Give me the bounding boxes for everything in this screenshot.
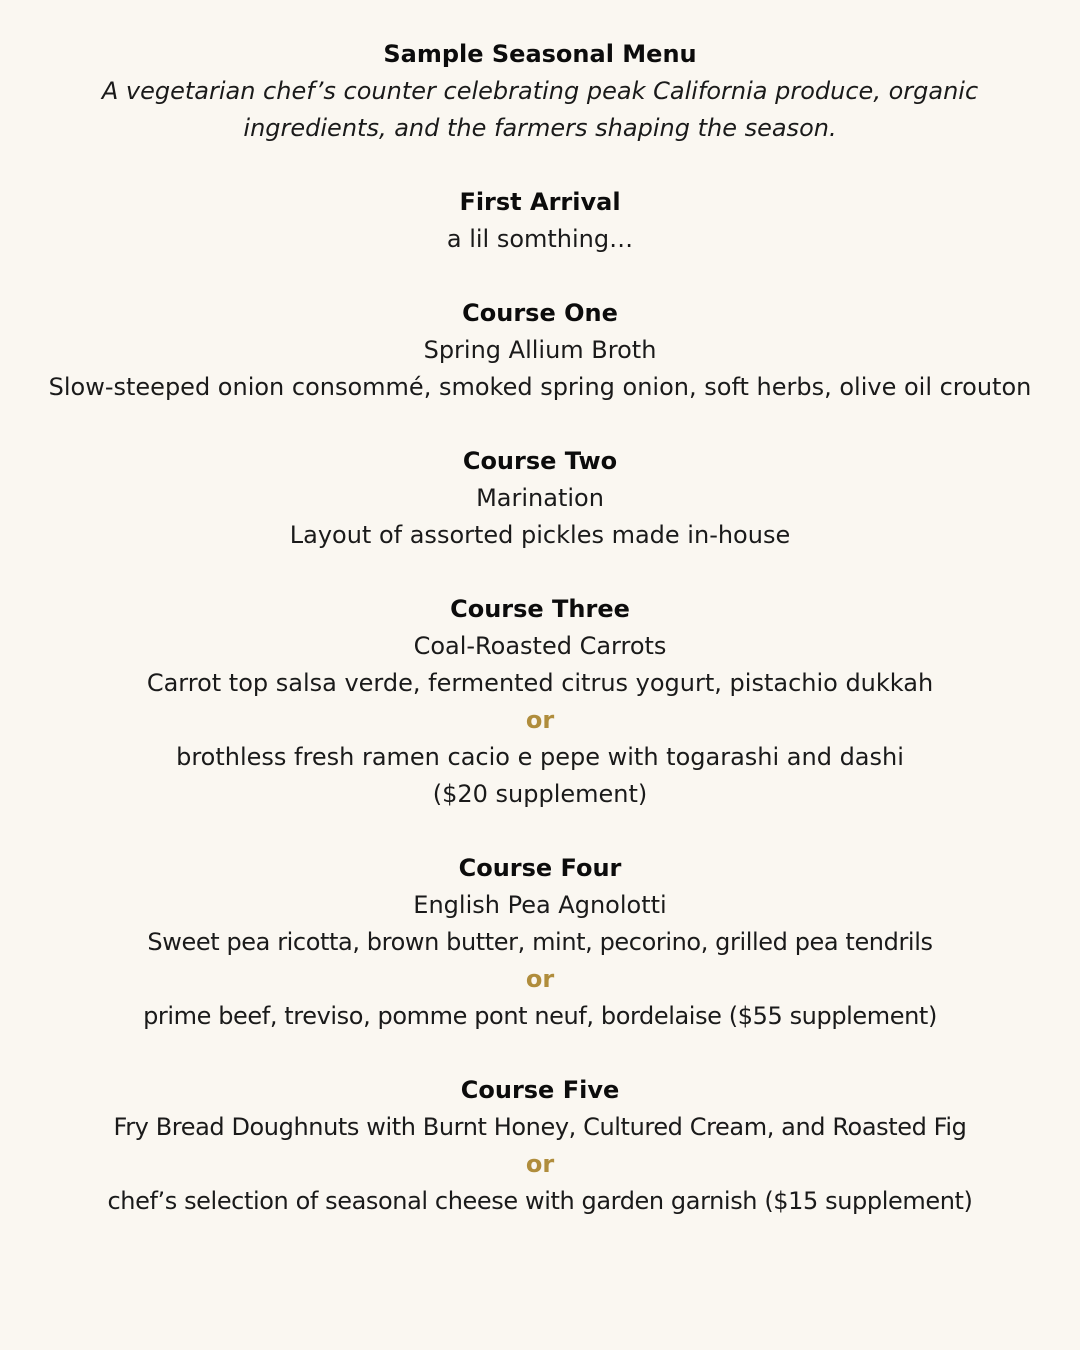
or-divider: or	[525, 1150, 555, 1178]
course-description: Layout of assorted pickles made in-house	[289, 521, 791, 549]
course-heading: Course Three	[450, 595, 630, 623]
course-heading: Course Four	[458, 854, 622, 882]
course-description: Slow-steeped onion consommé, smoked spring onion, soft herbs, olive oil crouton	[48, 373, 1032, 401]
course-alternative: prime beef, treviso, pomme pont neuf, bordelaise ($55 supplement)	[143, 1002, 937, 1030]
or-divider: or	[525, 965, 555, 993]
menu-subtitle: A vegetarian chef’s counter celebrating peak California produce, organic ingredients, and the farmers shaping the season.	[101, 77, 979, 142]
course-dish: a lil somthing…	[446, 225, 634, 253]
course-dish: English Pea Agnolotti	[413, 891, 667, 919]
course-heading: Course Two	[462, 447, 618, 475]
section-first-arrival	[40, 184, 1040, 258]
course-heading: Course Five	[460, 1076, 620, 1104]
course-alternative-note: ($20 supplement)	[432, 780, 648, 808]
course-dish: Fry Bread Doughnuts with Burnt Honey, Cultured Cream, and Roasted Fig	[113, 1113, 967, 1141]
course-dish: Marination	[476, 484, 604, 512]
course-heading: First Arrival	[459, 188, 621, 216]
course-dish: Spring Allium Broth	[423, 336, 657, 364]
course-description: Sweet pea ricotta, brown butter, mint, pecorino, grilled pea tendrils	[147, 928, 933, 956]
section-course-three	[40, 591, 1040, 813]
course-alternative: chef’s selection of seasonal cheese with garden garnish ($15 supplement)	[107, 1187, 973, 1215]
menu-title: Sample Seasonal Menu	[383, 40, 697, 68]
section-course-one	[40, 295, 1040, 406]
section-course-four	[40, 850, 1040, 1035]
section-course-two	[40, 443, 1040, 554]
course-dish: Coal-Roasted Carrots	[413, 632, 667, 660]
course-description: Carrot top salsa verde, fermented citrus yogurt, pistachio dukkah	[146, 669, 934, 697]
course-heading: Course One	[462, 299, 618, 327]
course-alternative: brothless fresh ramen cacio e pepe with togarashi and dashi	[176, 743, 904, 771]
section-course-five	[40, 1072, 1040, 1220]
or-divider: or	[525, 706, 555, 734]
